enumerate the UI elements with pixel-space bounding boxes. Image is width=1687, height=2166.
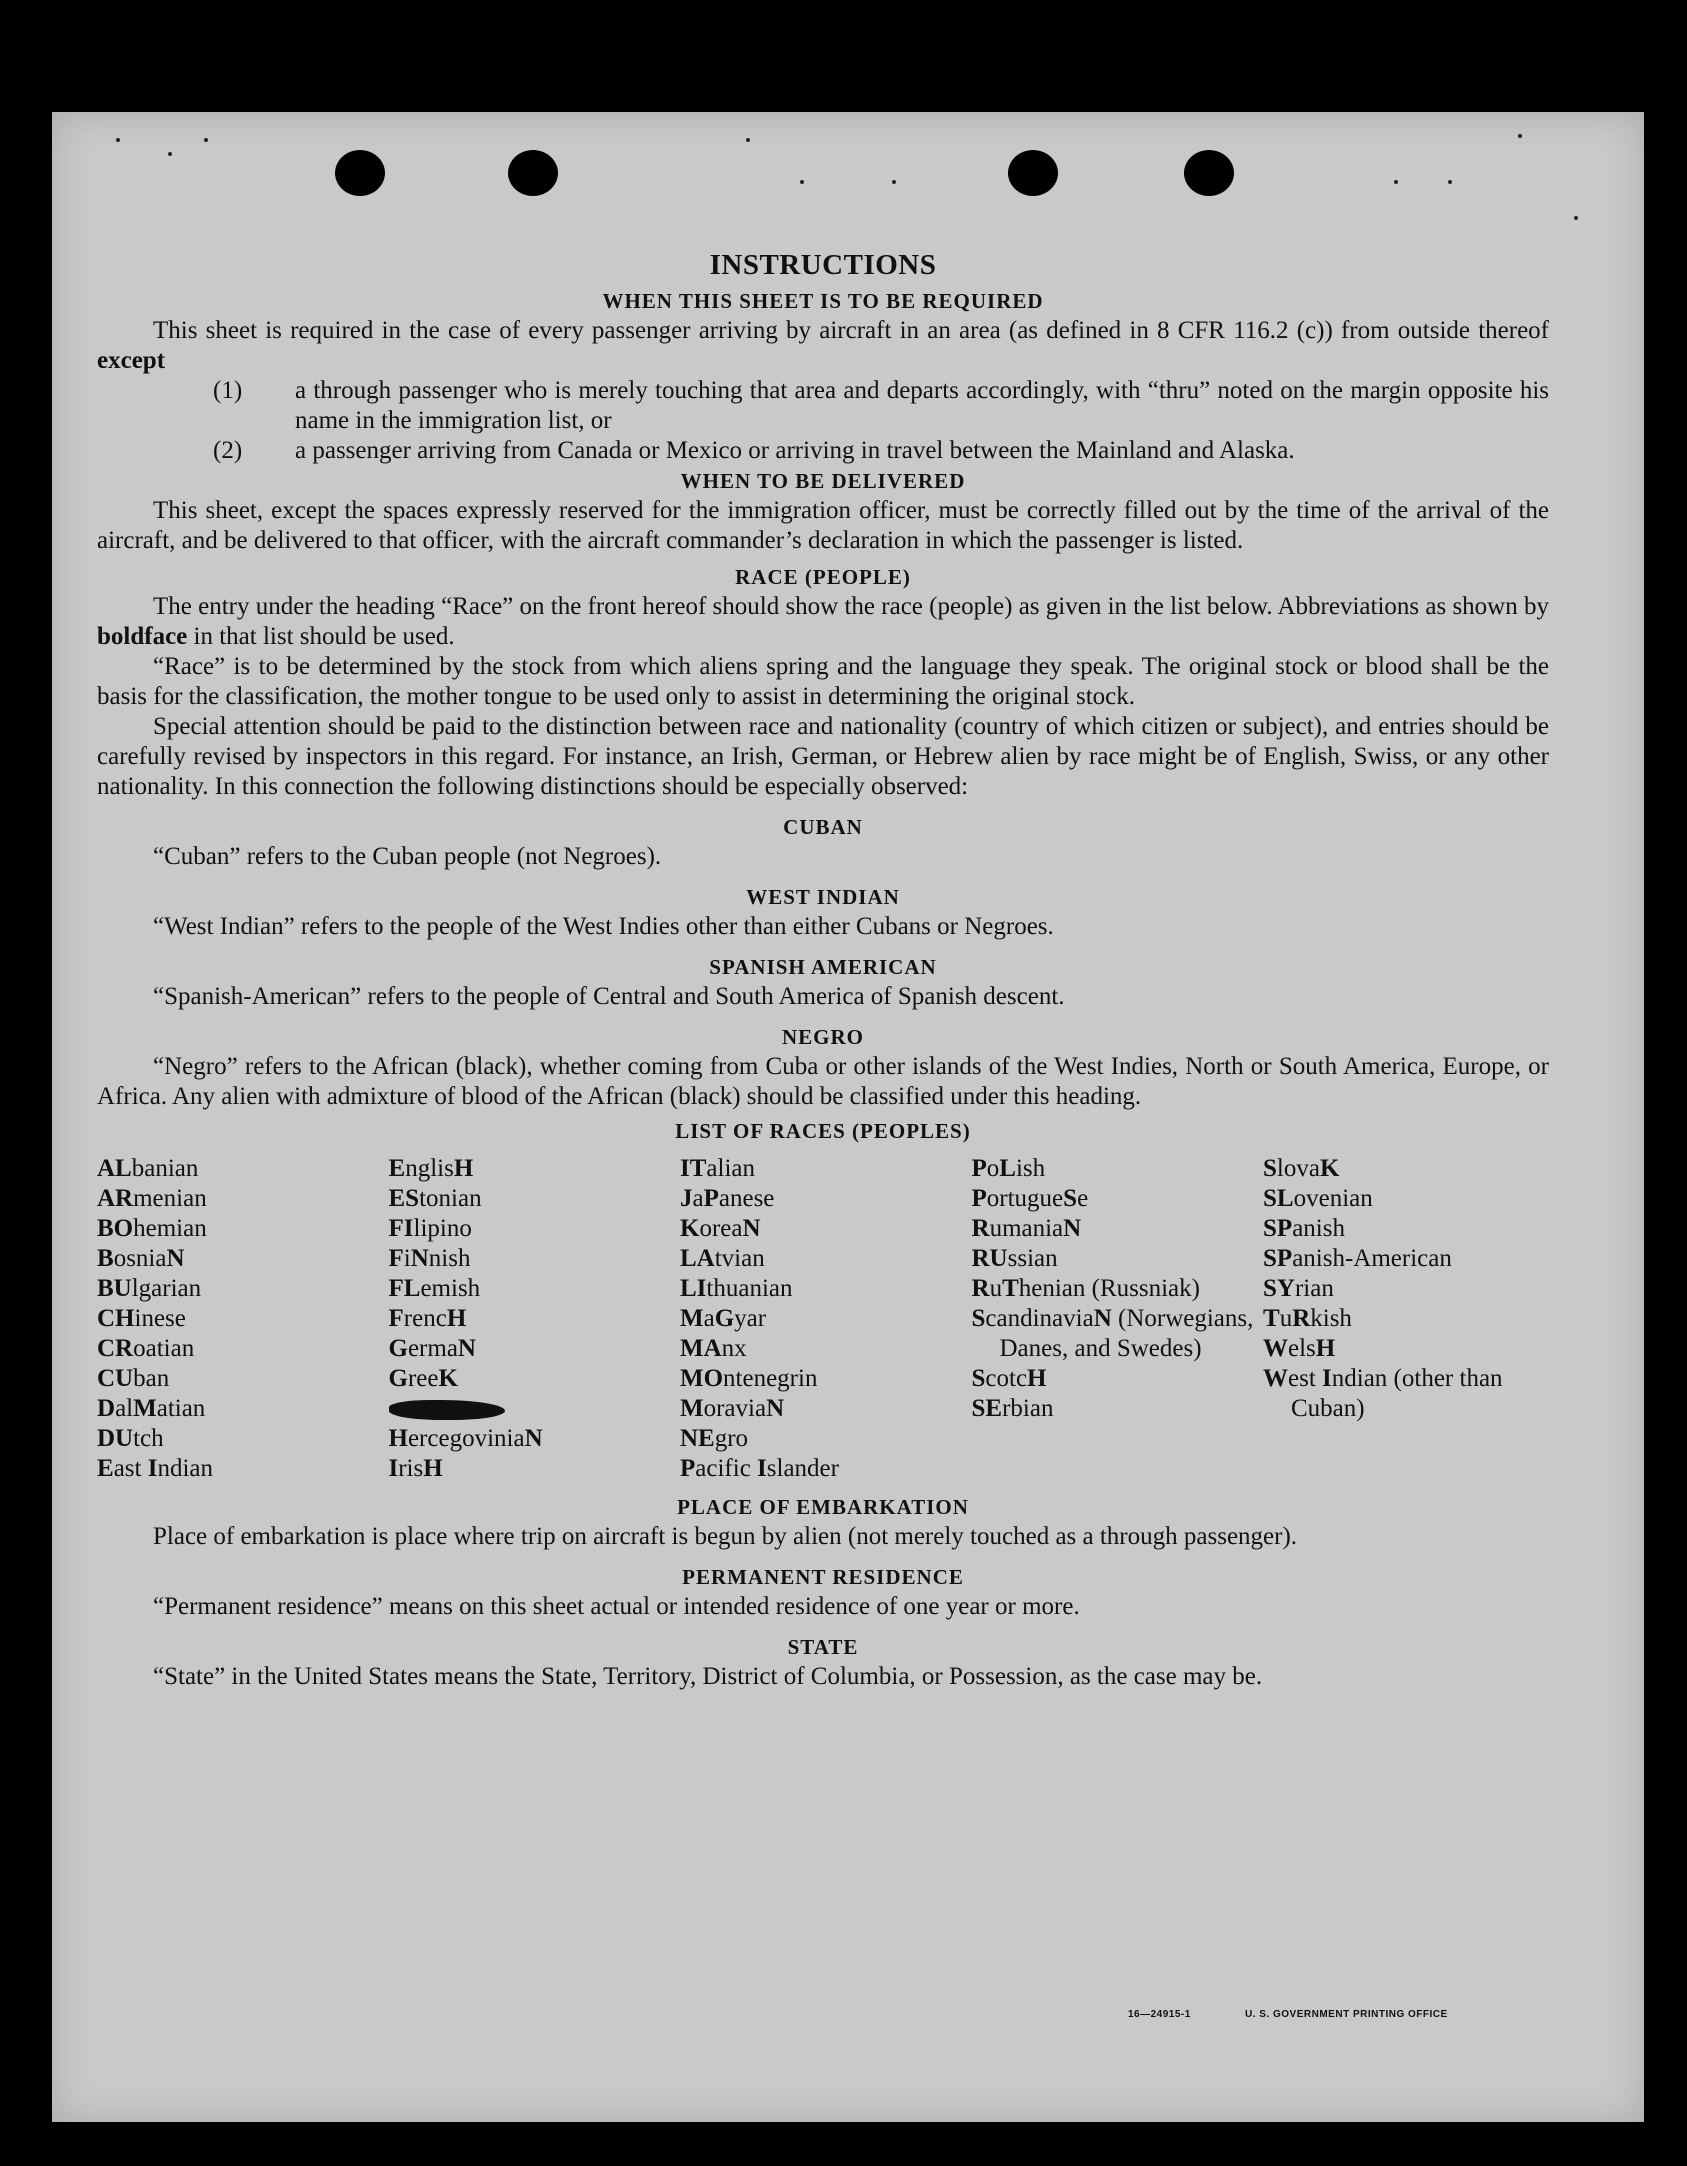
race-entry (389, 1454, 675, 1484)
exception-item (97, 436, 1549, 466)
race-entry (1263, 1154, 1549, 1184)
race-column (972, 1154, 1258, 1484)
race-abbrev-letters: LA (680, 1245, 715, 1272)
race-abbrev-letters: N (1093, 1305, 1112, 1332)
race-entry (972, 1244, 1258, 1274)
race-entry (389, 1304, 675, 1334)
speck (892, 180, 896, 184)
race-name-part: nx (721, 1335, 747, 1362)
race-name-part: u (1279, 1305, 1293, 1332)
ink-blot (389, 1400, 505, 1420)
race-entry (680, 1244, 966, 1274)
race-entry (97, 1394, 383, 1424)
race-abbrev-letters: SP (1263, 1245, 1293, 1272)
race-entry (97, 1454, 383, 1484)
delivered-text: This sheet, except the spaces expressly reserved for the immigration officer, must be correctly filled out by the time of the arrival of the aircraft, and be delivered to that officer, with the aircraft commander’s declaration in which the passenger is listed. (97, 497, 1549, 554)
required-intro-text: This sheet is required in the case of every passenger arriving by aircraft in an area (as defined in 8 CFR 116.2 (c)) from outside thereof (153, 317, 1549, 344)
race-abbrev-letters: H (423, 1455, 443, 1482)
race-abbrev-letters: BU (97, 1275, 132, 1302)
race-abbrev-letters: N (410, 1245, 429, 1272)
exceptions-list (97, 376, 1549, 466)
race-name-part: o (986, 1155, 1000, 1182)
race-abbrev-letters: K (1319, 1155, 1340, 1182)
race-abbrev-letters: S (1063, 1185, 1078, 1212)
race-entry (389, 1154, 675, 1184)
race-name-part: els (1288, 1335, 1316, 1362)
race-column (680, 1154, 966, 1484)
race-abbrev-letters: N (457, 1335, 476, 1362)
race-abbrev-letters: B (97, 1245, 114, 1272)
race-abbrev-letters: I (147, 1455, 158, 1482)
race-name-part: thuanian (706, 1275, 793, 1302)
race-entry (972, 1184, 1258, 1214)
race-entry (1263, 1214, 1549, 1244)
race-name-part: cotc (985, 1365, 1028, 1392)
speck (1574, 216, 1578, 220)
heading-race: RACE (PEOPLE) (735, 565, 911, 589)
race-column (97, 1154, 383, 1484)
race-name-part: u (989, 1275, 1003, 1302)
race-name-part: a (703, 1305, 715, 1332)
race-name-part: lipino (413, 1215, 472, 1242)
instructions-body (97, 250, 1549, 1692)
race-name-part: tch (133, 1425, 164, 1452)
race-name-part: lova (1276, 1155, 1320, 1182)
race-abbrev-letters: D (97, 1395, 116, 1422)
race-abbrev-letters: FL (388, 1275, 421, 1302)
race-entry (680, 1154, 966, 1184)
race-abbrev-letters: M (133, 1395, 157, 1422)
race-entry (389, 1184, 675, 1214)
race-name-part: slander (766, 1455, 839, 1482)
punch-hole (508, 150, 558, 196)
race-entry (389, 1274, 675, 1304)
race-name-part: oravia (703, 1395, 767, 1422)
race-entry (97, 1244, 383, 1274)
west-indian-text: “West Indian” refers to the people of the West Indies other than either Cubans or Negroes. (153, 913, 1054, 940)
race-abbrev-letters: K (680, 1215, 700, 1242)
race-abbrev-letters: NE (680, 1425, 715, 1452)
race-name-part: e (1077, 1185, 1089, 1212)
race-name-part: (Norwegians, Danes, and Swedes) (999, 1305, 1254, 1362)
speck (204, 138, 208, 142)
race-name-part: kish (1310, 1305, 1352, 1332)
exception-text: a through passenger who is merely touching that area and departs accordingly, with “thru” noted on the margin opposite his name in the immigration list, or (295, 377, 1549, 434)
race-abbrev-letters: I (757, 1455, 767, 1482)
speck (168, 152, 172, 156)
race-abbrev-letters: RU (971, 1245, 1008, 1272)
race-abbrev-letters: CH (97, 1305, 135, 1332)
race-abbrev-letters: N (742, 1215, 761, 1242)
race-name-part: henian (Russniak) (1018, 1275, 1200, 1302)
page-title: INSTRUCTIONS (709, 249, 937, 281)
race-entry (1263, 1274, 1549, 1304)
exception-number: (1) (213, 377, 243, 404)
race-abbrev-letters: S (971, 1305, 986, 1332)
race-column (1263, 1154, 1549, 1484)
race-abbrev-letters: P (703, 1185, 719, 1212)
race-name-part: ntenegrin (723, 1365, 818, 1392)
race-abbrev-letters: H (388, 1425, 408, 1452)
race-abbrev-letters: S (1263, 1155, 1277, 1182)
race-abbrev-letters: S (971, 1365, 986, 1392)
race-name-part: ndian (157, 1455, 213, 1482)
race-entry (1263, 1244, 1549, 1274)
race-entry (972, 1274, 1258, 1304)
race-abbrev-letters: L (999, 1155, 1016, 1182)
race-abbrev-letters: P (680, 1455, 696, 1482)
race-name-part: menian (133, 1185, 207, 1212)
race-name-part: ortugue (986, 1185, 1064, 1212)
spanish-american-text: “Spanish-American” refers to the people of Central and South America of Spanish descent. (153, 983, 1065, 1010)
race-entry (97, 1184, 383, 1214)
race-abbrev-letters: AR (97, 1185, 134, 1212)
race-name-part: rbian (1002, 1395, 1054, 1422)
race-abbrev-letters: J (680, 1185, 693, 1212)
race-abbrev-letters: E (388, 1155, 406, 1182)
race-entry (972, 1304, 1258, 1364)
race-name-part: candinavia (985, 1305, 1094, 1332)
race-entry (1263, 1304, 1549, 1334)
race-paragraph-1 (97, 592, 1549, 652)
required-intro (97, 316, 1549, 376)
heading-when-required: WHEN THIS SHEET IS TO BE REQUIRED (602, 289, 1044, 313)
race-abbrev-letters: M (680, 1395, 704, 1422)
race-name-part: acific (695, 1455, 758, 1482)
heading-embarkation: PLACE OF EMBARKATION (677, 1495, 969, 1519)
race-abbrev-letters: CR (97, 1335, 134, 1362)
race-name-part: tonian (419, 1185, 482, 1212)
race-abbrev-letters: N (766, 1395, 785, 1422)
race-name-part: ercegovinia (407, 1425, 525, 1452)
race-abbrev-letters: P (971, 1185, 987, 1212)
race-name-part: renc (403, 1305, 447, 1332)
race-abbrev-letters: F (388, 1305, 404, 1332)
race-abbrev-letters: BO (97, 1215, 134, 1242)
race-abbrev-letters: N (1063, 1215, 1082, 1242)
race-entry (97, 1214, 383, 1244)
race-abbrev-letters: G (714, 1305, 735, 1332)
race-entry (972, 1154, 1258, 1184)
race-name-part: est (1288, 1365, 1323, 1392)
speck (1518, 134, 1522, 138)
race-paragraph-3: Special attention should be paid to the distinction between race and nationality (country of which citizen or subject), and entries should be carefully revised by inspectors in this regard. For instance, an Irish, German, or Hebrew alien by race might be of English, Swiss, or any other nationality. In this connection the following distinctions should be especially observed: (97, 713, 1549, 800)
race-name-part: inese (134, 1305, 186, 1332)
race-name-part: ban (133, 1365, 170, 1392)
race-abbrev-letters: I (1322, 1365, 1332, 1392)
heading-list-of-races: LIST OF RACES (PEOPLES) (675, 1119, 971, 1143)
race-name-part: oatian (133, 1335, 195, 1362)
race-entry (97, 1154, 383, 1184)
heading-permanent-residence: PERMANENT RESIDENCE (682, 1565, 964, 1589)
races-list (97, 1154, 1549, 1484)
race-name-part: hemian (133, 1215, 207, 1242)
race-abbrev-letters: H (453, 1155, 474, 1182)
race-name-part: anish-American (1292, 1245, 1452, 1272)
race-entry (972, 1394, 1258, 1424)
race-name-part: gro (714, 1425, 749, 1452)
race-name-part: ast (113, 1455, 148, 1482)
race-entry (1263, 1334, 1549, 1364)
heading-state: STATE (787, 1635, 859, 1659)
printing-office: U. S. GOVERNMENT PRINTING OFFICE (1245, 2009, 1448, 2020)
exception-text: a passenger arriving from Canada or Mexico or arriving in travel between the Mainland and Alaska. (295, 437, 1295, 464)
race-name-part: al (115, 1395, 134, 1422)
race-entry (972, 1214, 1258, 1244)
race-entry (389, 1394, 675, 1424)
race-entry (972, 1364, 1258, 1394)
race-abbrev-letters: N (166, 1245, 185, 1272)
race-name-part: umania (989, 1215, 1064, 1242)
boldface-word: boldface (97, 623, 188, 650)
race-entry (680, 1334, 966, 1364)
speck (1394, 180, 1398, 184)
race-abbrev-letters: K (438, 1365, 458, 1392)
race-abbrev-letters: H (1027, 1365, 1047, 1392)
race-abbrev-letters: IT (680, 1155, 707, 1182)
race-abbrev-letters: R (971, 1275, 990, 1302)
race-entry (97, 1304, 383, 1334)
race-abbrev-letters: CU (97, 1365, 134, 1392)
race-abbrev-letters: T (1002, 1275, 1019, 1302)
speck (1448, 180, 1452, 184)
cuban-text: “Cuban” refers to the Cuban people (not Negroes). (153, 843, 662, 870)
race-name-part: ris (398, 1455, 424, 1482)
race-entry (680, 1454, 966, 1484)
race-abbrev-letters: ES (388, 1185, 420, 1212)
race-abbrev-letters: I (388, 1455, 399, 1482)
residence-text: “Permanent residence” means on this sheet actual or intended residence of one year or more. (153, 1593, 1080, 1620)
race-name-part: rian (1294, 1275, 1334, 1302)
form-number: 16—24915-1 (1128, 2009, 1191, 2020)
race-name-part: osnia (113, 1245, 167, 1272)
race-name-part: banian (131, 1155, 199, 1182)
heading-cuban: CUBAN (783, 815, 863, 839)
race-abbrev-letters: SY (1263, 1275, 1295, 1302)
speck (116, 138, 120, 142)
punch-hole (1184, 150, 1234, 196)
race-abbrev-letters: T (1263, 1305, 1280, 1332)
race-abbrev-letters: SP (1263, 1215, 1293, 1242)
race-name-part: i (403, 1245, 411, 1272)
race-entry (389, 1214, 675, 1244)
race-name-part: ndian (other than Cuban) (1291, 1365, 1503, 1422)
race-name-part: anish (1292, 1215, 1345, 1242)
embarkation-text: Place of embarkation is place where trip on aircraft is begun by alien (not merely touched as a through passenger). (153, 1523, 1298, 1550)
negro-text: “Negro” refers to the African (black), whether coming from Cuba or other islands of the West Indies, North or South America, Europe, or Africa. Any alien with admixture of blood of the African (black) should be classified under this heading. (97, 1053, 1549, 1110)
race-abbrev-letters: G (388, 1365, 408, 1392)
race-name-part: ree (407, 1365, 439, 1392)
race-entry (680, 1184, 966, 1214)
race-entry (389, 1424, 675, 1454)
race-p1-lead: The entry under the heading “Race” on the front hereof should show the race (people) as given in the list below. Abbreviations as shown by (153, 593, 1549, 620)
race-name-part: yar (734, 1305, 767, 1332)
race-abbrev-letters: W (1263, 1365, 1288, 1392)
race-entry (680, 1274, 966, 1304)
race-name-part: nish (428, 1245, 471, 1272)
heading-spanish-american: SPANISH AMERICAN (709, 955, 937, 979)
race-name-part: a (692, 1185, 704, 1212)
race-abbrev-letters: SE (971, 1395, 1003, 1422)
race-name-part: lgarian (131, 1275, 202, 1302)
race-abbrev-letters: MA (680, 1335, 722, 1362)
race-name-part: atian (156, 1395, 206, 1422)
speck (746, 138, 750, 142)
race-entry (97, 1334, 383, 1364)
race-name-part: erma (407, 1335, 458, 1362)
race-abbrev-letters: W (1263, 1335, 1288, 1362)
race-entry (680, 1394, 966, 1424)
race-entry (97, 1424, 383, 1454)
race-abbrev-letters: SL (1263, 1185, 1294, 1212)
heading-negro: NEGRO (781, 1025, 864, 1049)
exception-item (97, 376, 1549, 436)
race-name-part: nglis (405, 1155, 454, 1182)
race-abbrev-letters: F (388, 1245, 404, 1272)
race-name-part: ovenian (1293, 1185, 1373, 1212)
race-entry (389, 1364, 675, 1394)
race-entry (389, 1244, 675, 1274)
race-entry (97, 1364, 383, 1394)
race-entry (389, 1334, 675, 1364)
race-entry (680, 1214, 966, 1244)
race-abbrev-letters: E (97, 1455, 114, 1482)
race-entry (1263, 1364, 1549, 1424)
race-entry (1263, 1184, 1549, 1214)
punch-hole (1008, 150, 1058, 196)
race-name-part: alian (706, 1155, 755, 1182)
document-page (52, 112, 1644, 2122)
race-p1-tail: in that list should be used. (193, 623, 455, 650)
heading-west-indian: WEST INDIAN (746, 885, 900, 909)
race-abbrev-letters: MO (680, 1365, 724, 1392)
race-abbrev-letters: G (388, 1335, 408, 1362)
race-abbrev-letters: R (1292, 1305, 1311, 1332)
race-name-part: ssian (1007, 1245, 1058, 1272)
race-abbrev-letters: H (1315, 1335, 1336, 1362)
except-word: except (97, 347, 166, 374)
race-column (389, 1154, 675, 1484)
race-entry (680, 1364, 966, 1394)
race-abbrev-letters: N (524, 1425, 543, 1452)
race-abbrev-letters: DU (97, 1425, 134, 1452)
race-entry (680, 1304, 966, 1334)
race-abbrev-letters: M (680, 1305, 704, 1332)
exception-number: (2) (213, 437, 243, 464)
speck (800, 180, 804, 184)
heading-when-delivered: WHEN TO BE DELIVERED (680, 469, 966, 493)
race-name-part: orea (699, 1215, 743, 1242)
race-abbrev-letters: H (446, 1305, 467, 1332)
state-text: “State” in the United States means the State, Territory, District of Columbia, or Possession, as the case may be. (153, 1663, 1263, 1690)
race-name-part: tvian (714, 1245, 765, 1272)
race-abbrev-letters: FI (388, 1215, 414, 1242)
race-abbrev-letters: R (971, 1215, 990, 1242)
race-name-part: ish (1015, 1155, 1046, 1182)
race-abbrev-letters: AL (97, 1155, 132, 1182)
punch-hole (335, 150, 385, 196)
race-abbrev-letters: LI (680, 1275, 707, 1302)
race-name-part: emish (420, 1275, 481, 1302)
race-entry (97, 1274, 383, 1304)
race-abbrev-letters: P (971, 1155, 987, 1182)
race-paragraph-2: “Race” is to be determined by the stock from which aliens spring and the language they speak. The original stock or blood shall be the basis for the classification, the mother tongue to be used only to assist in determining the original stock. (97, 653, 1549, 710)
race-entry (680, 1424, 966, 1454)
race-name-part: anese (718, 1185, 775, 1212)
